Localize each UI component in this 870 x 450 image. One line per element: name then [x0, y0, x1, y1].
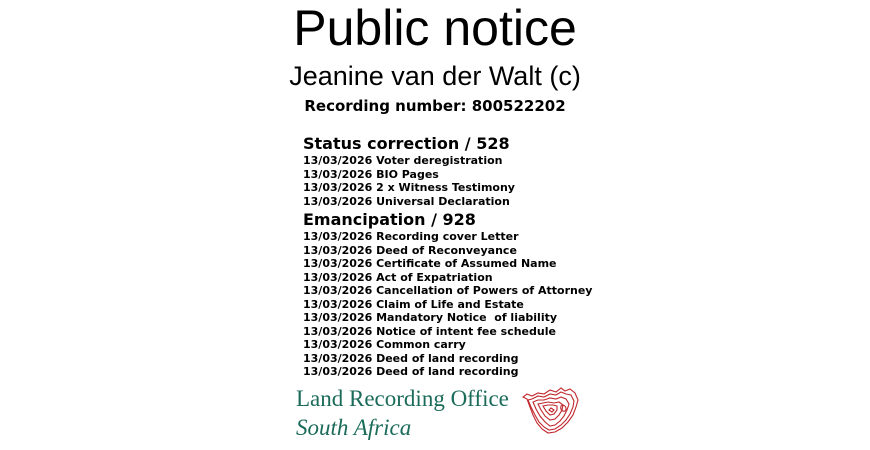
logo-office-name: Land Recording Office [296, 386, 509, 411]
record-entry: 13/03/2026 Act of Expatriation [303, 270, 493, 284]
records-list [303, 134, 592, 379]
record-entry: 13/03/2026 Deed of land recording [303, 365, 519, 378]
record-entry: 13/03/2026 2 x Witness Testimony [303, 181, 515, 194]
record-entry: 13/03/2026 Recording cover Letter [303, 230, 519, 243]
recording-number: Recording number: 800522202 [304, 97, 566, 115]
section-heading: Emancipation / 928 [303, 210, 476, 229]
section-status-correction [303, 134, 592, 208]
page-title: Public notice [293, 0, 577, 56]
logo-country: South Africa [296, 415, 412, 440]
record-entry: 13/03/2026 Claim of Life and Estate [303, 297, 524, 311]
record-entry: 13/03/2026 Voter deregistration [303, 154, 503, 167]
record-entry: 13/03/2026 Deed of land recording [303, 351, 519, 365]
record-entry: 13/03/2026 Notice of intent fee schedule [303, 324, 556, 338]
record-entry: 13/03/2026 Cancellation of Powers of Attorney [303, 284, 593, 297]
record-entry: 13/03/2026 Universal Declaration [303, 194, 510, 208]
record-entry: 13/03/2026 Certificate of Assumed Name [303, 257, 557, 270]
section-heading: Status correction / 528 [303, 134, 510, 153]
south-africa-map-icon [520, 385, 582, 441]
record-entry: 13/03/2026 Common carry [303, 338, 466, 351]
record-entry: 13/03/2026 Deed of Reconveyance [303, 243, 517, 257]
office-logo [296, 385, 596, 445]
notice-name: Jeanine van der Walt (c) [289, 61, 581, 91]
section-emancipation [303, 210, 592, 379]
record-entry: 13/03/2026 Mandatory Notice of liability [303, 311, 558, 324]
record-entry: 13/03/2026 BIO Pages [303, 167, 439, 181]
